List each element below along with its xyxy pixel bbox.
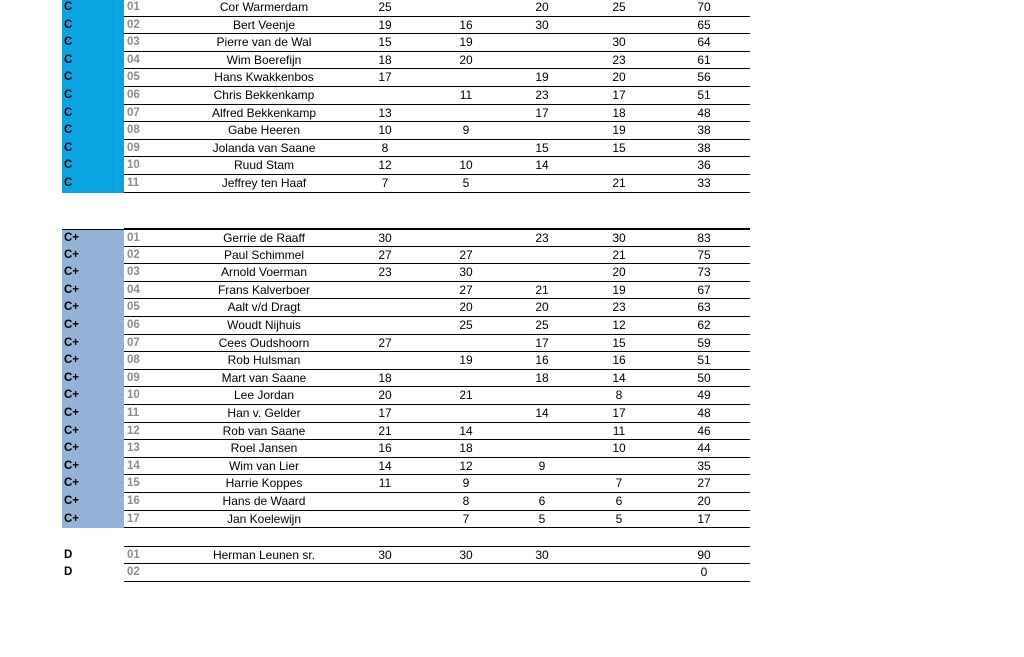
- name-cell: Frans Kalverboer: [217, 282, 311, 297]
- rank-cell: 06: [127, 88, 140, 101]
- total-cell: 48: [697, 405, 711, 420]
- total-cell: 46: [697, 423, 711, 438]
- score-3-cell: 30: [535, 17, 549, 32]
- score-1-cell: [365, 87, 405, 105]
- class-cell: C+: [62, 317, 124, 335]
- score-3-cell: [522, 264, 562, 282]
- score-1-cell: 30: [378, 547, 392, 562]
- score-1-cell: 30: [378, 231, 392, 245]
- score-1-cell: 13: [378, 105, 392, 120]
- class-cell: C+: [62, 370, 124, 388]
- rank-cell: 15: [127, 477, 140, 490]
- score-3-cell: [522, 423, 562, 441]
- total-cell: 35: [697, 458, 711, 473]
- rank-cell: 09: [127, 371, 140, 384]
- score-1-cell: 17: [378, 70, 392, 85]
- table-row: [62, 335, 750, 353]
- rank-cell: 04: [127, 283, 140, 296]
- score-2-cell: 11: [459, 87, 473, 102]
- score-3-cell: [522, 122, 562, 140]
- class-cell: C: [62, 105, 124, 123]
- table-row: [62, 157, 750, 175]
- score-4-cell: 10: [612, 441, 626, 456]
- total-cell: 59: [697, 335, 711, 350]
- score-2-cell: 21: [459, 388, 473, 403]
- score-2-cell: 10: [459, 158, 473, 173]
- total-cell: 73: [697, 265, 711, 280]
- score-4-cell: [599, 547, 639, 565]
- score-2-cell: 30: [459, 547, 473, 562]
- rank-cell: 11: [127, 176, 140, 189]
- total-cell: 70: [697, 0, 711, 14]
- table-row: [62, 52, 750, 70]
- score-4-cell: 7: [615, 476, 623, 491]
- score-4-cell: [599, 157, 639, 175]
- score-3-cell: 23: [535, 87, 549, 102]
- rank-cell: 08: [127, 124, 140, 137]
- total-cell: 75: [697, 247, 711, 262]
- table-row: [62, 475, 750, 493]
- score-2-cell: 14: [459, 423, 473, 438]
- total-cell: 38: [697, 123, 711, 138]
- score-1-cell: 16: [378, 441, 392, 456]
- score-2-cell: [446, 230, 486, 247]
- score-2-cell: 5: [462, 175, 470, 190]
- rank-cell: 01: [127, 1, 140, 13]
- score-2-cell: [446, 335, 486, 353]
- score-3-cell: 14: [535, 405, 549, 420]
- score-1-cell: 21: [378, 423, 392, 438]
- rank-cell: 01: [127, 548, 140, 561]
- total-cell: 17: [697, 511, 711, 526]
- score-4-cell: 14: [612, 370, 626, 385]
- total-cell: 61: [697, 52, 711, 67]
- score-3-cell: [522, 440, 562, 458]
- score-1-cell: 27: [378, 247, 392, 262]
- score-2-cell: 20: [459, 300, 473, 315]
- score-1-cell: 14: [378, 458, 392, 473]
- table-row: [62, 405, 750, 423]
- score-3-cell: [522, 52, 562, 70]
- score-1-cell: 27: [378, 335, 392, 350]
- section-class-d: [62, 545, 750, 582]
- score-1-cell: [365, 352, 405, 370]
- class-cell: C+: [62, 335, 124, 353]
- table-row: [62, 175, 750, 193]
- rank-cell: 02: [127, 248, 140, 261]
- table-row: [62, 140, 750, 158]
- score-2-cell: [446, 405, 486, 423]
- name-cell: Pierre van de Wal: [216, 35, 312, 50]
- score-4-cell: 12: [612, 317, 626, 332]
- score-1-cell: 17: [378, 405, 392, 420]
- name-cell: Hans de Waard: [222, 493, 306, 508]
- name-cell: Wim Boerefijn: [226, 52, 302, 67]
- name-cell: Bert Veenje: [232, 17, 296, 32]
- score-1-cell: 15: [378, 35, 392, 50]
- name-cell: Lee Jordan: [233, 388, 295, 403]
- score-2-cell: 27: [459, 282, 473, 297]
- score-2-cell: 19: [459, 35, 473, 50]
- score-3-cell: [522, 475, 562, 493]
- score-1-cell: [365, 317, 405, 335]
- score-1-cell: 7: [381, 175, 389, 190]
- name-cell: Rob van Saane: [222, 423, 306, 438]
- name-cell: Han v. Gelder: [227, 405, 301, 420]
- score-4-cell: 15: [612, 140, 626, 155]
- score-4-cell: 17: [612, 405, 626, 420]
- rank-cell: 07: [127, 336, 140, 349]
- table-row: [62, 122, 750, 140]
- rank-cell: 07: [127, 106, 140, 119]
- score-2-cell: 30: [459, 265, 473, 280]
- table-row: [62, 564, 750, 582]
- total-cell: 51: [697, 353, 711, 368]
- table-row: [62, 229, 750, 247]
- score-1-cell: [365, 299, 405, 317]
- score-1-cell: [365, 493, 405, 511]
- score-4-cell: 18: [612, 105, 626, 120]
- name-cell: Woudt Nijhuis: [227, 317, 301, 332]
- score-4-cell: 25: [612, 0, 626, 14]
- score-3-cell: 20: [535, 0, 549, 14]
- total-cell: 20: [697, 493, 711, 508]
- rank-cell: 05: [127, 301, 140, 314]
- rank-cell: 03: [127, 36, 140, 49]
- table-row: [62, 352, 750, 370]
- score-3-cell: 16: [535, 353, 549, 368]
- rank-cell: 13: [127, 442, 140, 455]
- table-row: [62, 547, 750, 565]
- score-2-cell: 9: [462, 123, 470, 138]
- class-cell: D: [64, 566, 73, 579]
- table-row: [62, 69, 750, 87]
- name-cell: Harrie Koppes: [225, 476, 303, 491]
- class-cell: C+: [62, 511, 124, 529]
- score-3-cell: 25: [535, 317, 549, 332]
- score-4-cell: 17: [612, 87, 626, 102]
- score-1-cell: 20: [378, 388, 392, 403]
- score-3-cell: 19: [535, 70, 549, 85]
- rank-cell: 10: [127, 159, 140, 172]
- name-cell: Mart van Saane: [221, 370, 307, 385]
- score-3-cell: [522, 175, 562, 193]
- section-class-c: [62, 0, 750, 193]
- score-4-cell: 11: [612, 423, 626, 438]
- score-4-cell: 15: [612, 335, 626, 350]
- class-cell: C+: [62, 458, 124, 476]
- table-row: [62, 17, 750, 35]
- score-4-cell: 21: [612, 247, 626, 262]
- rank-cell: 05: [127, 71, 140, 84]
- name-cell: Jeffrey ten Haaf: [221, 175, 307, 190]
- total-cell: 65: [697, 17, 711, 32]
- score-1-cell: 8: [381, 140, 389, 155]
- score-2-cell: [446, 140, 486, 158]
- score-3-cell: 17: [535, 335, 549, 350]
- table-row: [62, 493, 750, 511]
- rank-cell: 11: [127, 406, 140, 419]
- name-cell: Alfred Bekkenkamp: [211, 105, 317, 120]
- rank-cell: 12: [127, 424, 140, 437]
- score-4-cell: 16: [612, 353, 626, 368]
- name-cell: Herman Leunen sr.: [212, 547, 316, 562]
- score-3-cell: 20: [535, 300, 549, 315]
- class-cell: C: [62, 175, 124, 193]
- table-row: [62, 87, 750, 105]
- rank-cell: 10: [127, 389, 140, 402]
- score-3-cell: 18: [535, 370, 549, 385]
- name-cell: Paul Schimmel: [223, 247, 305, 262]
- table-row: [62, 34, 750, 52]
- score-4-cell: 20: [612, 70, 626, 85]
- total-cell: 49: [697, 388, 711, 403]
- class-cell: D: [64, 548, 73, 561]
- table-row: [62, 105, 750, 123]
- score-3-cell: 9: [538, 458, 546, 473]
- score-1-cell: 25: [378, 0, 392, 14]
- class-cell: C+: [62, 230, 124, 247]
- table-row: [62, 282, 750, 300]
- total-cell: 83: [697, 231, 711, 245]
- score-2-cell: 18: [459, 441, 473, 456]
- total-cell: 62: [697, 317, 711, 332]
- score-2-cell: 12: [459, 458, 473, 473]
- table-row: [62, 247, 750, 265]
- score-1-cell: [365, 511, 405, 529]
- name-cell: Gabe Heeren: [227, 123, 301, 138]
- score-1-cell: 18: [378, 370, 392, 385]
- score-4-cell: 20: [612, 265, 626, 280]
- score-2-cell: [446, 564, 486, 582]
- total-cell: 48: [697, 105, 711, 120]
- table-row: [62, 458, 750, 476]
- table-row: [62, 264, 750, 282]
- total-cell: 67: [697, 282, 711, 297]
- score-3-cell: 6: [538, 493, 546, 508]
- score-2-cell: 19: [459, 353, 473, 368]
- score-2-cell: 25: [459, 317, 473, 332]
- name-cell: Arnold Voerman: [220, 265, 308, 280]
- score-3-cell: 14: [535, 158, 549, 173]
- score-3-cell: 21: [535, 282, 549, 297]
- score-3-cell: 15: [535, 140, 549, 155]
- score-4-cell: 21: [612, 175, 626, 190]
- score-2-cell: 20: [459, 52, 473, 67]
- score-2-cell: 27: [459, 247, 473, 262]
- name-cell: [164, 564, 364, 582]
- score-3-cell: [522, 564, 562, 582]
- class-cell: C: [62, 34, 124, 52]
- score-4-cell: 5: [615, 511, 623, 526]
- score-3-cell: [522, 34, 562, 52]
- table-row: [62, 370, 750, 388]
- class-cell: C+: [62, 352, 124, 370]
- score-2-cell: [446, 105, 486, 123]
- class-cell: C+: [62, 282, 124, 300]
- score-1-cell: [365, 282, 405, 300]
- score-3-cell: 23: [535, 231, 549, 245]
- score-2-cell: 16: [459, 17, 473, 32]
- class-cell: C+: [62, 299, 124, 317]
- score-3-cell: [522, 247, 562, 265]
- total-cell: 50: [697, 370, 711, 385]
- total-cell: 51: [697, 87, 711, 102]
- score-4-cell: 23: [612, 52, 626, 67]
- rank-cell: 09: [127, 141, 140, 154]
- score-2-cell: [446, 370, 486, 388]
- score-1-cell: 19: [378, 17, 392, 32]
- table-row: [62, 299, 750, 317]
- score-4-cell: 6: [615, 493, 623, 508]
- total-cell: 27: [697, 476, 711, 491]
- total-cell: 36: [697, 158, 711, 173]
- rank-cell: 03: [127, 266, 140, 279]
- score-2-cell: 8: [462, 493, 470, 508]
- score-3-cell: 17: [535, 105, 549, 120]
- name-cell: Cor Warmerdam: [219, 0, 309, 14]
- class-cell: C: [62, 52, 124, 70]
- total-cell: 64: [697, 35, 711, 50]
- table-row: [62, 511, 750, 529]
- rank-cell: 02: [127, 566, 140, 579]
- score-4-cell: 30: [612, 231, 626, 245]
- rank-cell: 17: [127, 512, 140, 525]
- class-cell: C+: [62, 387, 124, 405]
- score-2-cell: [446, 69, 486, 87]
- score-4-cell: [599, 564, 639, 582]
- name-cell: Roel Jansen: [230, 441, 298, 456]
- rank-cell: 01: [127, 232, 140, 244]
- class-cell: C+: [62, 475, 124, 493]
- name-cell: Aalt v/d Dragt: [227, 300, 301, 315]
- class-cell: C: [62, 140, 124, 158]
- rank-cell: 16: [127, 494, 140, 507]
- name-cell: Ruud Stam: [233, 158, 295, 173]
- score-2-cell: 7: [462, 511, 470, 526]
- total-cell: 33: [697, 175, 711, 190]
- total-cell: 63: [697, 300, 711, 315]
- score-4-cell: 8: [615, 388, 623, 403]
- score-2-cell: 9: [462, 476, 470, 491]
- score-1-cell: 12: [378, 158, 392, 173]
- score-1-cell: 10: [378, 123, 392, 138]
- score-1-cell: 23: [378, 265, 392, 280]
- class-cell: C+: [62, 440, 124, 458]
- class-cell: C+: [62, 264, 124, 282]
- score-1-cell: [365, 564, 405, 582]
- score-3-cell: [522, 387, 562, 405]
- score-1-cell: 11: [378, 476, 392, 491]
- class-cell: C: [62, 122, 124, 140]
- rank-cell: 06: [127, 318, 140, 331]
- name-cell: Hans Kwakkenbos: [214, 70, 314, 85]
- rank-cell: 08: [127, 354, 140, 367]
- total-cell: 0: [700, 565, 708, 580]
- total-cell: 44: [697, 441, 711, 456]
- class-cell: C: [62, 87, 124, 105]
- name-cell: Jan Koelewijn: [226, 511, 302, 526]
- score-4-cell: 19: [612, 123, 626, 138]
- name-cell: Cees Oudshoorn: [218, 335, 310, 350]
- class-cell: C: [62, 17, 124, 35]
- score-3-cell: 30: [535, 547, 549, 562]
- class-cell: C+: [62, 423, 124, 441]
- name-cell: Gerrie de Raaff: [223, 231, 305, 245]
- section-class-c-plus: [62, 229, 750, 528]
- rank-cell: 04: [127, 53, 140, 66]
- class-cell: C: [62, 69, 124, 87]
- score-4-cell: 23: [612, 300, 626, 315]
- score-4-cell: [599, 458, 639, 476]
- score-2-cell: [446, 0, 486, 17]
- score-4-cell: 19: [612, 282, 626, 297]
- score-1-cell: 18: [378, 52, 392, 67]
- name-cell: Wim van Lier: [228, 458, 299, 473]
- total-cell: 38: [697, 140, 711, 155]
- score-4-cell: 30: [612, 35, 626, 50]
- table-row: [62, 387, 750, 405]
- table-row: [62, 0, 750, 17]
- class-cell: C+: [62, 405, 124, 423]
- class-cell: C+: [62, 247, 124, 265]
- rank-cell: 02: [127, 18, 140, 31]
- rank-cell: 14: [127, 459, 140, 472]
- table-row: [62, 423, 750, 441]
- total-cell: 56: [697, 70, 711, 85]
- name-cell: Chris Bekkenkamp: [213, 87, 315, 102]
- table-row: [62, 317, 750, 335]
- table-row: [62, 440, 750, 458]
- score-3-cell: 5: [538, 511, 546, 526]
- class-cell: C: [62, 0, 124, 17]
- total-cell: 90: [697, 547, 711, 562]
- score-4-cell: [599, 17, 639, 35]
- name-cell: Jolanda van Saane: [212, 140, 316, 155]
- class-cell: C+: [62, 493, 124, 511]
- class-cell: C: [62, 157, 124, 175]
- name-cell: Rob Hulsman: [227, 353, 301, 368]
